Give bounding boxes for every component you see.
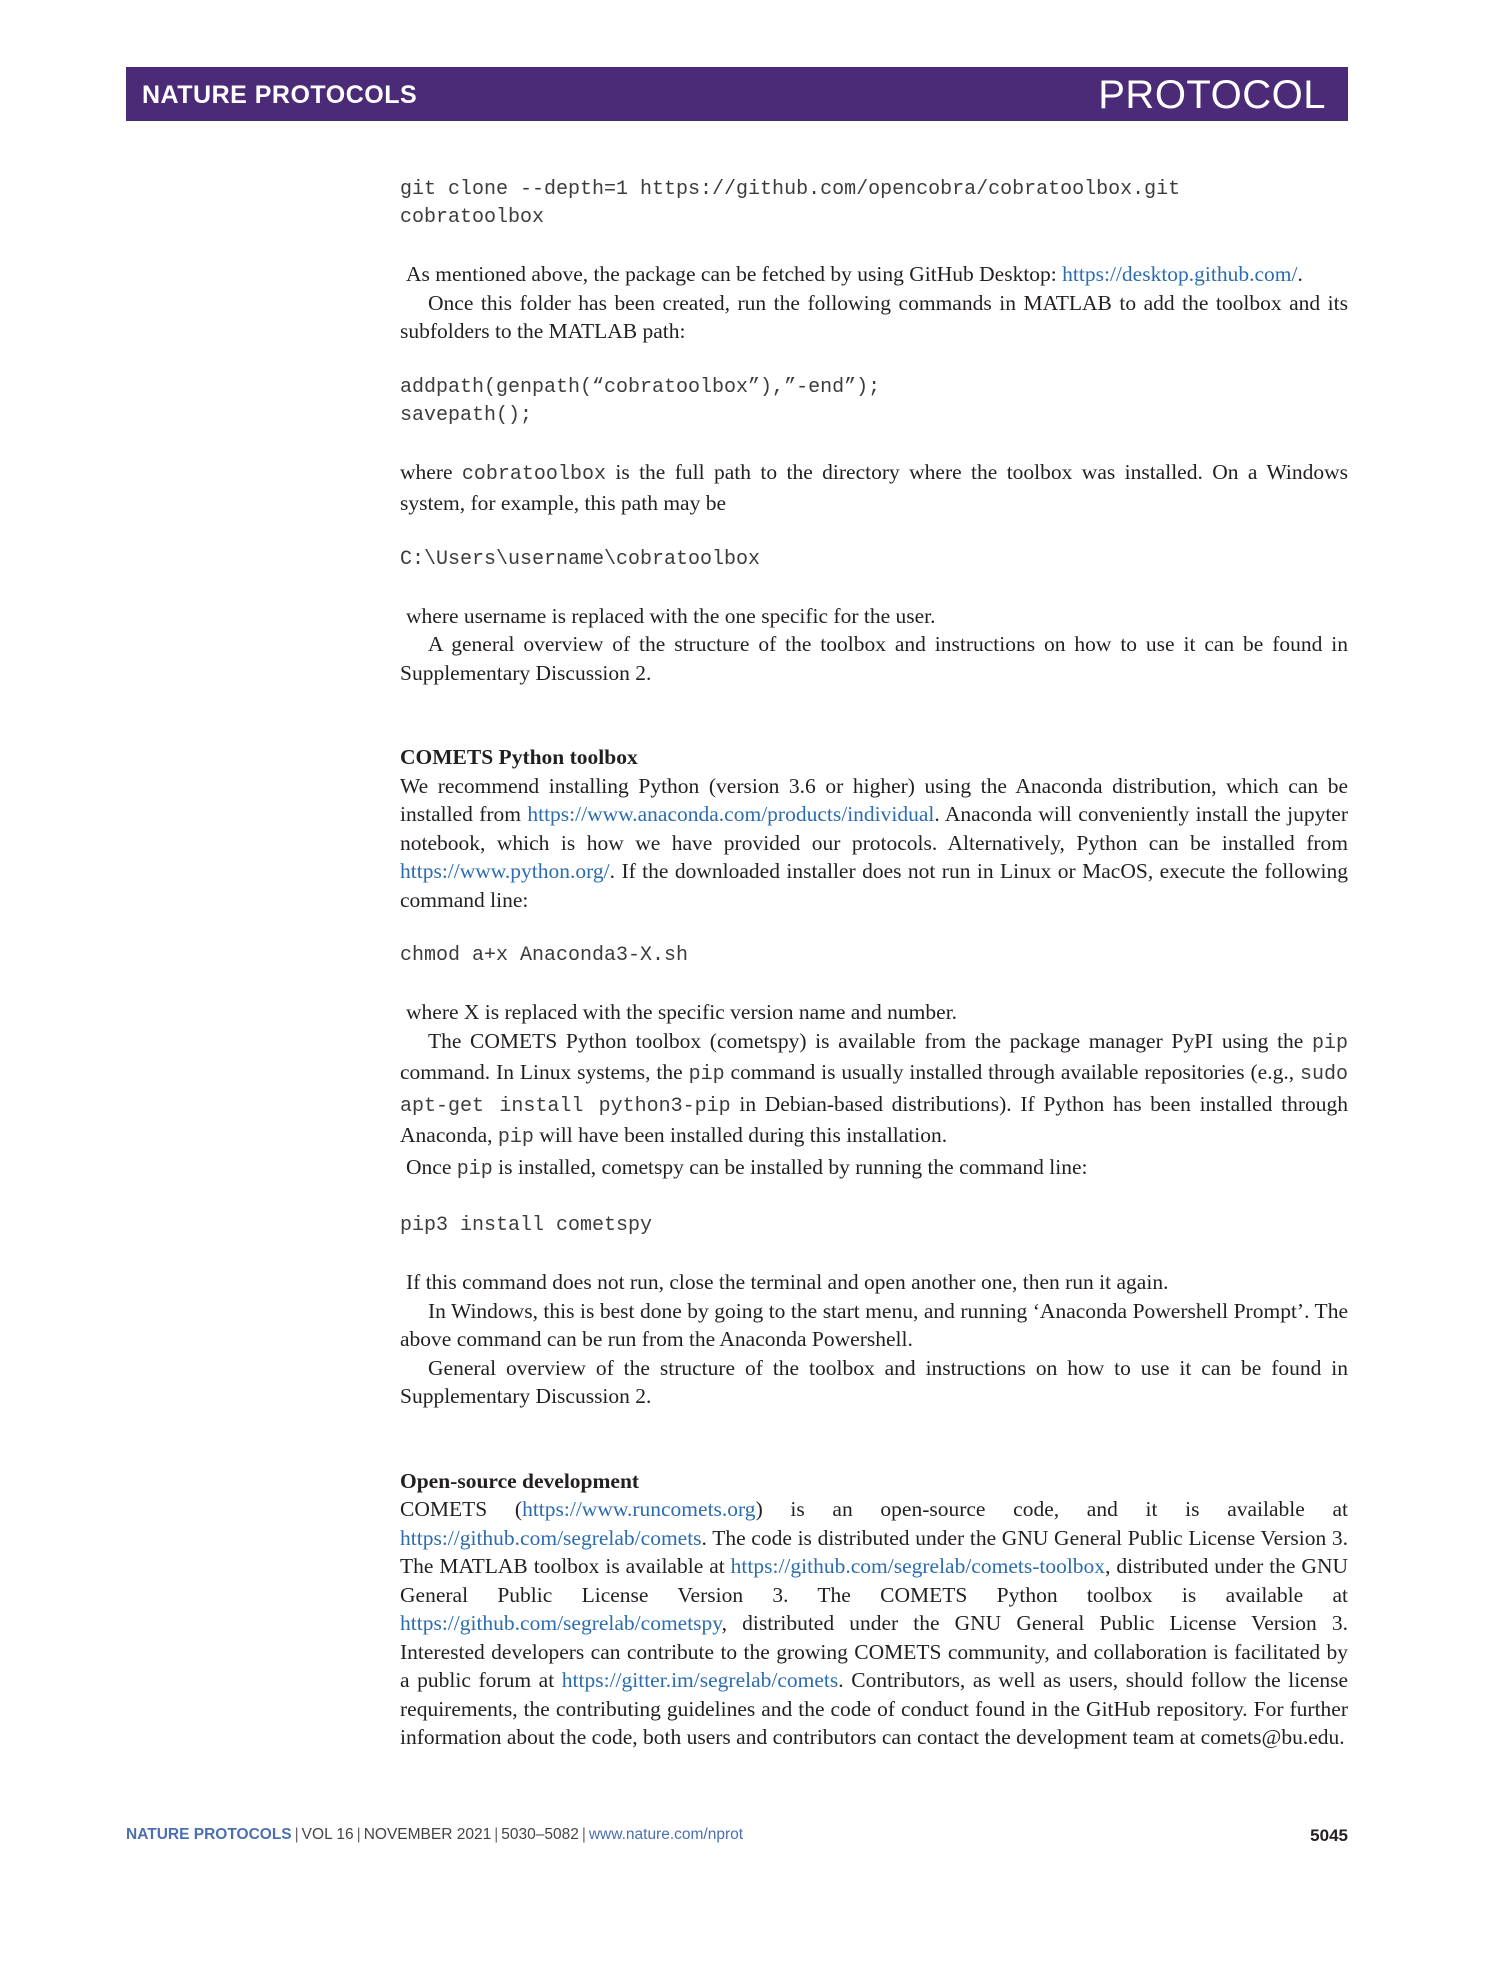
paragraph-matlab-path: Once this folder has been created, run the following commands in MATLAB to add the toolbox and its subfolders to the MATLAB path: bbox=[400, 290, 1348, 343]
page-number: 5045 bbox=[1310, 1826, 1348, 1845]
cometspy-link[interactable]: https://github.com/segrelab/cometspy bbox=[400, 1611, 722, 1635]
paragraph-open-source: COMETS (https://www.runcomets.org) is an open-source code, and it is available at https://github.com/segrelab/comets. The code is distributed under the GNU General Public License Version 3. The MATLAB toolbox is available at https://github.com/segrelab/comets-toolbox, distributed under the GNU General Public License Version 3. The COMETS Python toolbox is available at https://github.com/segrelab/cometspy, distributed under the GNU General Public License Version 3. Interested developers can contribute to the growing COMETS community, and collaboration is facilitated by a public forum at https://gitter.im/segrelab/comets. Contributors, as well as users, should follow the license requirements, the contributing guidelines and the code of conduct found in the GitHub repository. For further information about the code, both users and contributors can contact the development team at comets@bu.edu. bbox=[400, 1497, 1348, 1749]
runcomets-link[interactable]: https://www.runcomets.org bbox=[522, 1497, 756, 1521]
journal-name: NATURE PROTOCOLS bbox=[142, 81, 418, 109]
paragraph-pypi: The COMETS Python toolbox (cometspy) is available from the package manager PyPI using the pip command. In Linux systems, the pip command is usually installed through available repositories (e.g., sudo apt-get install python3-pip in Debian-based distributions). If Python has been installed through Anaconda, pip will have been installed during this installation. bbox=[400, 1028, 1349, 1149]
chmod-command: chmod a+x Anaconda3-X.sh bbox=[400, 944, 689, 967]
paragraph-version-name: where X is replaced with the specific version name and number. bbox=[406, 1000, 958, 1024]
journal-header-bar bbox=[126, 67, 1348, 121]
footer-date: NOVEMBER 2021 bbox=[363, 1826, 492, 1843]
page-footer bbox=[126, 1826, 1348, 1850]
footer-url[interactable]: www.nature.com/nprot bbox=[588, 1826, 744, 1843]
section-heading-open-source: Open-source development bbox=[400, 1468, 640, 1493]
anaconda-link[interactable]: https://www.anaconda.com/products/individual bbox=[527, 802, 935, 826]
github-desktop-link[interactable]: https://desktop.github.com/ bbox=[1062, 262, 1298, 286]
footer-volume: VOL 16 bbox=[301, 1826, 354, 1843]
article-type: PROTOCOL bbox=[1098, 73, 1326, 117]
git-clone-command: git clone --depth=1 https://github.com/opencobra/cobratoolbox.git cobratoolbox bbox=[400, 178, 1181, 229]
paragraph-retry: If this command does not run, close the terminal and open another one, then run it again. bbox=[406, 1270, 1169, 1294]
inline-code: sudo apt-get install python3-pip bbox=[400, 1063, 1349, 1118]
paragraph-windows: In Windows, this is best done by going to the start menu, and running ‘Anaconda Powershell Prompt’. The above command can be run from the Anaconda Powershell. bbox=[400, 1298, 1348, 1351]
comets-toolbox-link[interactable]: https://github.com/segrelab/comets-toolbox bbox=[730, 1554, 1106, 1578]
gitter-link[interactable]: https://gitter.im/segrelab/comets bbox=[561, 1668, 839, 1692]
paragraph-overview: A general overview of the structure of the toolbox and instructions on how to use it can be found in Supplementary Discussion 2. bbox=[400, 632, 1348, 685]
windows-path-example: C:\Users\username\cobratoolbox bbox=[400, 547, 761, 571]
footer-pages: 5030–5082 bbox=[501, 1826, 579, 1843]
paragraph-github-desktop: As mentioned above, the package can be fetched by using GitHub Desktop: https://desktop.github.com/. bbox=[406, 262, 1303, 286]
paragraph-full-path: where cobratoolbox is the full path to the directory where the toolbox was installed. On a Windows system, for example, this path may be bbox=[400, 459, 1348, 515]
article-body bbox=[400, 176, 1348, 1752]
paragraph-overview-python: General overview of the structure of the toolbox and instructions on how to use it can be found in Supplementary Discussion 2. bbox=[400, 1355, 1348, 1408]
inline-code: pip bbox=[497, 1126, 534, 1149]
python-org-link[interactable]: https://www.python.org/ bbox=[400, 859, 610, 883]
inline-code: pip bbox=[1311, 1031, 1348, 1055]
pip-install-command: pip3 install cometspy bbox=[400, 1214, 653, 1237]
paragraph-username: where username is replaced with the one specific for the user. bbox=[406, 603, 936, 628]
section-heading-python-toolbox: COMETS Python toolbox bbox=[400, 745, 638, 769]
inline-code: pip bbox=[688, 1063, 725, 1086]
footer-journal: NATURE PROTOCOLS bbox=[126, 1826, 292, 1843]
paragraph-install-python: We recommend installing Python (version 3.6 or higher) using the Anaconda distribution, which can be installed from https://www.anaconda.com/products/individual. Anaconda will conveniently install the jupyter notebook, which is how we have provided our protocols. Alternatively, Python can be installed from https://www.python.org/. If the downloaded installer does not run in Linux or MacOS, execute the following command line: bbox=[400, 773, 1349, 912]
inline-code: pip bbox=[456, 1157, 493, 1181]
paragraph-pip-installed: Once pip is installed, cometspy can be installed by running the command line: bbox=[406, 1154, 1088, 1181]
footer-citation: NATURE PROTOCOLS | VOL 16 | NOVEMBER 2021 | 5030–5082 | www.nature.com/nprot bbox=[126, 1826, 744, 1843]
inline-code: cobratoolbox bbox=[461, 462, 606, 486]
comets-github-link[interactable]: https://github.com/segrelab/comets bbox=[400, 1525, 702, 1550]
matlab-addpath-command: addpath(genpath(“cobratoolbox”),”-end”); savepath(); bbox=[400, 375, 881, 427]
